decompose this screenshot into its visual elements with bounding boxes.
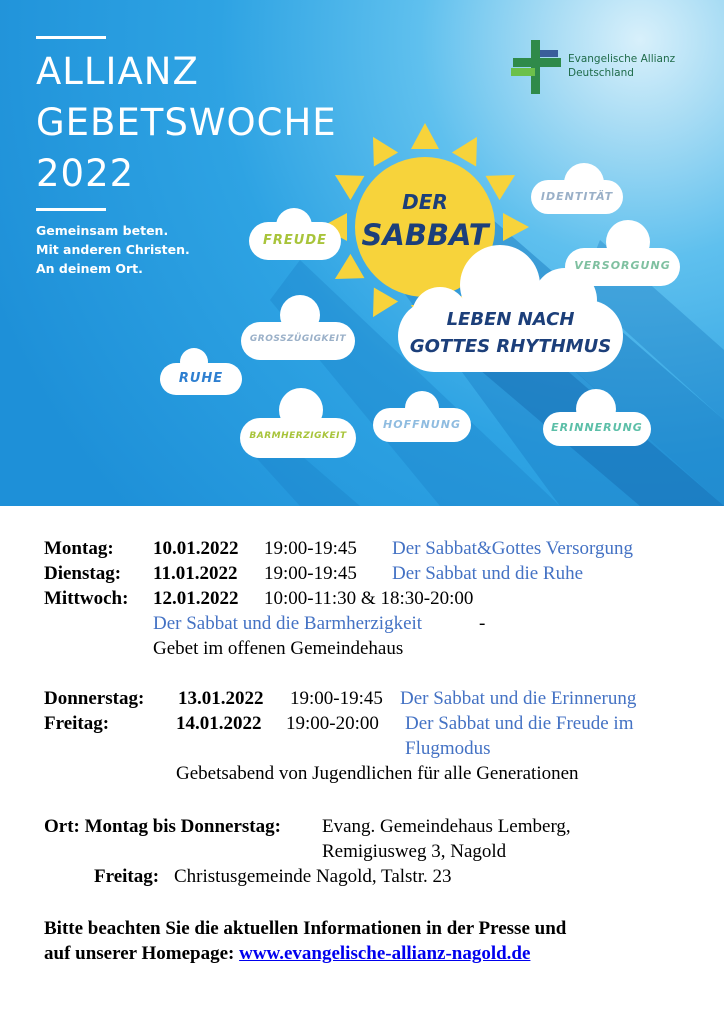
location-value-2: Christusgemeinde Nagold, Talstr. 23	[174, 866, 452, 887]
logo-text-line-1: Evangelische Allianz	[568, 53, 676, 65]
cloud-versorgung: VERSORGUNG	[574, 259, 671, 272]
day-mittwoch: Mittwoch:	[44, 588, 129, 609]
cloud-freude: FREUDE	[263, 233, 327, 248]
topic-mittwoch: Der Sabbat und die Barmherzigkeit	[153, 613, 423, 634]
poster-title-line-1: ALLIANZ	[36, 50, 199, 93]
topic-donnerstag: Der Sabbat und die Erinnerung	[400, 688, 637, 709]
notice-line-1: Bitte beachten Sie die aktuellen Informationen in der Presse und	[44, 918, 567, 939]
cloud-erinnerung: ERINNERUNG	[551, 421, 643, 434]
topic-freitag-line-2: Flugmodus	[405, 738, 491, 759]
note-freitag: Gebetsabend von Jugendlichen für alle Generationen	[176, 763, 579, 784]
sun-text-der: DER	[402, 190, 448, 214]
note-mittwoch: Gebet im offenen Gemeindehaus	[153, 638, 404, 659]
time-freitag: 19:00-20:00	[286, 713, 379, 734]
event-poster	[0, 0, 724, 506]
location-value-1-line-1: Evang. Gemeindehaus Lemberg,	[322, 816, 571, 837]
location-label-2: Freitag:	[94, 866, 160, 887]
day-freitag: Freitag:	[44, 713, 110, 734]
notice-line-2-prefix: auf unserer Homepage:	[44, 943, 235, 964]
notice-line-2	[44, 942, 530, 966]
day-montag: Montag:	[44, 538, 114, 559]
date-freitag: 14.01.2022	[176, 713, 262, 734]
time-mittwoch: 10:00-11:30 & 18:30-20:00	[264, 588, 474, 609]
time-donnerstag: 19:00-19:45	[290, 688, 383, 709]
time-montag: 19:00-19:45	[264, 538, 357, 559]
dash-mittwoch: -	[479, 613, 486, 634]
poster-subtitle-line-3: An deinem Ort.	[36, 261, 143, 276]
location-value-1-line-2: Remigiusweg 3, Nagold	[322, 841, 507, 862]
day-dienstag: Dienstag:	[44, 563, 122, 584]
topic-dienstag: Der Sabbat und die Ruhe	[392, 563, 584, 584]
homepage-link[interactable]: www.evangelische-allianz-nagold.de	[239, 943, 531, 964]
cloud-barmherzigkeit: BARMHERZIGKEIT	[249, 431, 347, 441]
date-donnerstag: 13.01.2022	[178, 688, 264, 709]
time-dienstag: 19:00-19:45	[264, 563, 357, 584]
sun-text-sabbat: SABBAT	[361, 218, 489, 252]
poster-subtitle-line-2: Mit anderen Christen.	[36, 242, 190, 257]
poster-title-line-3: 2022	[36, 152, 135, 195]
location-label-1: Ort: Montag bis Donnerstag:	[44, 816, 281, 837]
date-mittwoch: 12.01.2022	[153, 588, 239, 609]
cloud-ruhe: RUHE	[178, 371, 224, 386]
day-donnerstag: Donnerstag:	[44, 688, 145, 709]
main-cloud-text-line-2: GOTTES RHYTHMUS	[409, 336, 612, 357]
poster-subtitle-line-1: Gemeinsam beten.	[36, 223, 169, 238]
topic-montag: Der Sabbat&Gottes Versorgung	[392, 538, 633, 559]
topic-freitag-line-1: Der Sabbat und die Freude im	[405, 713, 634, 734]
logo-text-line-2: Deutschland	[568, 67, 634, 79]
poster-title-line-2: GEBETSWOCHE	[36, 101, 337, 144]
cloud-hoffnung: HOFFNUNG	[383, 418, 461, 431]
schedule-section	[0, 506, 724, 1024]
main-cloud-text-line-1: LEBEN NACH	[446, 309, 575, 330]
cloud-identitaet: IDENTITÄT	[540, 190, 614, 203]
date-dienstag: 11.01.2022	[153, 563, 238, 584]
date-montag: 10.01.2022	[153, 538, 239, 559]
cloud-grosszuegigkeit: GROSSZÜGIGKEIT	[249, 334, 347, 344]
